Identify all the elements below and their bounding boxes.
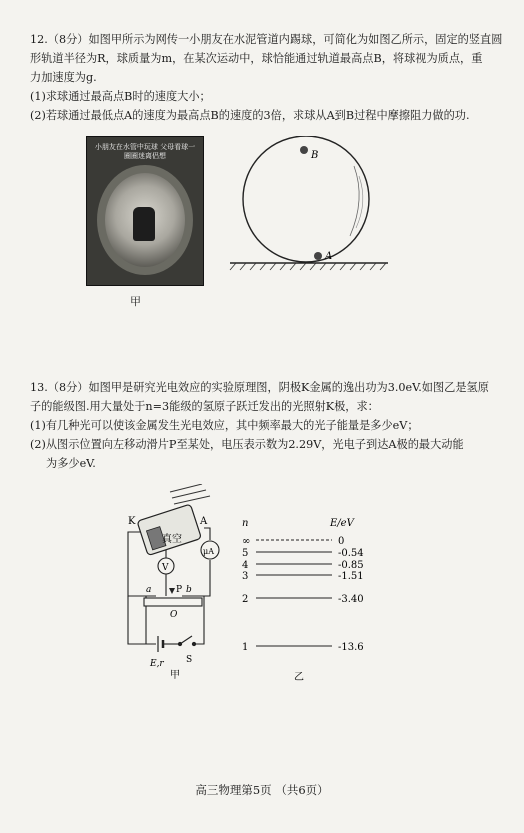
q12-stem-line3: 力加速度为g. <box>30 71 97 84</box>
ball-at-A <box>314 252 322 260</box>
slider-P-icon <box>169 588 175 594</box>
switch-icon <box>178 636 195 646</box>
energy-level-n: ∞ <box>242 536 251 547</box>
energy-level-value: -0.85 <box>338 560 364 571</box>
vacuum-label: 真空 <box>162 534 182 545</box>
energy-level-n: 5 <box>242 548 249 559</box>
energy-level-value: -3.40 <box>338 594 364 605</box>
rheostat-a-label: a <box>146 585 152 595</box>
energy-levels <box>242 536 364 653</box>
q13-subquestion-2a: (2)从图示位置向左移动滑片P至某处，电压表示数为2.29V，光电子到达A极的最大动能 <box>30 438 464 451</box>
energy-level-value: 0 <box>338 536 345 547</box>
q12-subquestion-2: (2)若球通过最低点A的速度为最高点B的速度的3倍，求球从A到B过程中摩擦阻力做的功. <box>30 109 470 122</box>
q12-photo-jia <box>86 136 204 286</box>
question-12 <box>30 30 504 125</box>
cathode-K-label: K <box>128 516 136 527</box>
rheostat-O-label: O <box>170 610 178 620</box>
switch-label: S <box>186 655 193 665</box>
q13-subquestion-1: (1)有几种光可以使该金属发生光电效应，其中频率最大的光子能量是多少eV； <box>30 419 419 432</box>
battery-label: E,r <box>150 659 164 669</box>
question-13 <box>30 378 504 473</box>
energy-level-n: 3 <box>242 571 249 582</box>
rheostat <box>144 598 202 606</box>
track-shading <box>350 166 359 236</box>
energy-level-n: 1 <box>242 642 249 653</box>
q13-energy-level-diagram <box>234 514 384 684</box>
battery-icon <box>158 636 163 652</box>
ground-hatching <box>230 263 386 270</box>
q12-figure-label-jia: 甲 <box>130 295 141 308</box>
microammeter-label: μA <box>203 547 214 556</box>
q13-stem-line1: 13.（8分）如图甲是研究光电效应的实验原理图，阴极K金属的逸出功为3.0eV.如图乙是氢原 <box>30 381 489 394</box>
photo-caption: 小朋友在水管中玩球 父母看球一圈圈迷离侣想 <box>94 143 196 160</box>
slider-P-label: P <box>176 585 183 595</box>
q12-stem-line1: 12.（8分）如图甲所示为网传一小朋友在水泥管道内踢球，可简化为如图乙所示，固定的竖直圆 <box>30 33 503 46</box>
track-shading-2 <box>356 176 363 228</box>
energy-level-value: -1.51 <box>338 571 364 582</box>
ball-at-B <box>300 146 308 154</box>
energy-level-n: 4 <box>242 560 249 571</box>
energy-level-value: -13.6 <box>338 642 364 653</box>
q12-subquestion-1: (1)求球通过最高点B时的速度大小； <box>30 90 211 103</box>
q13-stem-line2: 子的能级图.用大量处于n=3能级的氢原子跃迁发出的光照射K极，求： <box>30 400 379 413</box>
point-B-label: B <box>311 150 319 161</box>
q13-figure-label-yi: 乙 <box>294 672 304 683</box>
energy-level-n: 2 <box>242 594 249 605</box>
point-A-label: A <box>325 251 333 262</box>
rheostat-b-label: b <box>186 585 192 595</box>
q13-circuit-diagram <box>120 484 240 684</box>
anode-A-label: A <box>200 516 208 527</box>
child-figure-image <box>133 207 155 241</box>
q12-stem-line2: 形轨道半径为R，球质量为m，在某次运动中，球恰能通过轨道最高点B，将球视为质点，重 <box>30 52 483 65</box>
q13-figure-label-jia: 甲 <box>170 670 180 681</box>
phototube <box>137 504 201 556</box>
n-header: n <box>242 518 249 529</box>
light-rays <box>170 484 210 504</box>
q13-subquestion-2b: 为多少eV. <box>46 457 96 470</box>
circular-track <box>243 136 369 262</box>
page-footer: 高三物理第5页 （共6页） <box>195 783 329 797</box>
energy-level-value: -0.54 <box>338 548 364 559</box>
q12-diagram-yi <box>226 136 396 276</box>
energy-header: E/eV <box>330 518 354 529</box>
voltmeter-label: V <box>162 563 169 573</box>
